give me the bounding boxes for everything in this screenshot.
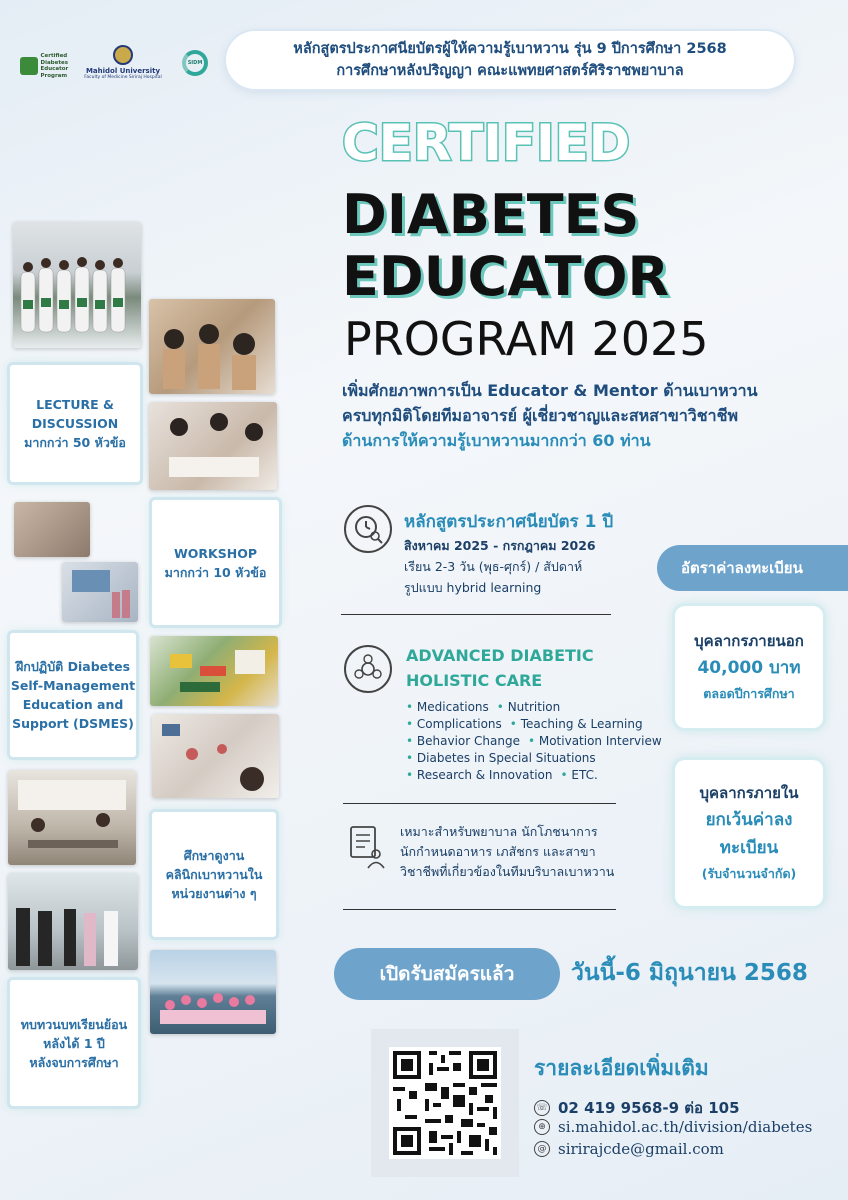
feature-dsmes-card bbox=[10, 633, 136, 757]
mahidol-logo-sub: Faculty of Medicine Siriraj Hospital bbox=[84, 74, 162, 80]
feature-dsmes-line-4: Support (DSMES) bbox=[12, 716, 134, 731]
feature-visit-card bbox=[152, 812, 276, 937]
feature-review-line-3: หลังจบการศึกษา bbox=[29, 1054, 119, 1070]
contact-website-url: si.mahidol.ac.th/division/diabetes bbox=[558, 1118, 813, 1136]
course-schedule: เรียน 2-3 วัน (พุธ-ศุกร์) / สัปดาห์ bbox=[404, 559, 583, 574]
mahidol-seal-icon bbox=[113, 45, 133, 65]
topic-item: • Teaching & Learning bbox=[509, 717, 643, 731]
title-educator: EDUCATOR bbox=[342, 245, 670, 308]
fee-internal-line-1: ยกเว้นค่าลง bbox=[705, 810, 793, 830]
feature-visit-line-1: ศึกษาดูงาน bbox=[183, 848, 245, 863]
fee-internal-note: (รับจำนวนจำกัด) bbox=[701, 866, 797, 881]
feature-lecture-card bbox=[10, 365, 140, 482]
photo-presentation bbox=[62, 562, 138, 622]
topic-item: • Motivation Interview bbox=[527, 734, 662, 748]
topics-row bbox=[406, 733, 662, 750]
cde-logo-text: Certified Diabetes Educator Program bbox=[40, 53, 69, 79]
photo-group-activity bbox=[149, 402, 277, 490]
feature-dsmes-line-3: Education and bbox=[22, 697, 124, 712]
fee-external-title: บุคลากรภายนอก bbox=[694, 632, 804, 650]
topic-item: • Research & Innovation bbox=[406, 768, 553, 782]
photo-lecture-class bbox=[149, 299, 275, 394]
cde-logo bbox=[18, 48, 76, 84]
title-diabetes: DIABETES bbox=[342, 183, 640, 246]
photo-graduates bbox=[13, 222, 141, 348]
sidm-logo-ring: SIDM bbox=[182, 50, 208, 76]
title-certified: CERTIFIED bbox=[342, 114, 631, 172]
intro-line-2: ครบทุกมิติโดยทีมอาจารย์ ผู้เชี่ยวชาญและสหสาขาวิชาชีพ bbox=[342, 406, 739, 425]
photo-study-visit bbox=[8, 873, 138, 970]
divider-1 bbox=[341, 614, 611, 615]
phone-icon: ☏ bbox=[534, 1100, 550, 1116]
topic-item: • Complications bbox=[406, 717, 502, 731]
contact-email-address: sirirajcde@gmail.com bbox=[558, 1140, 724, 1158]
topics-row bbox=[406, 750, 662, 767]
topics-row bbox=[406, 716, 662, 733]
photo-classroom bbox=[8, 770, 136, 865]
mahidol-logo bbox=[82, 40, 164, 84]
email-icon: @ bbox=[534, 1141, 550, 1157]
feature-workshop-line-2: มากกว่า 10 หัวข้อ bbox=[164, 564, 267, 580]
feature-review-card bbox=[10, 980, 138, 1106]
contact-phone[interactable] bbox=[534, 1096, 740, 1120]
feature-visit-line-2: คลินิกเบาหวานใน bbox=[165, 867, 263, 882]
divider-3 bbox=[343, 909, 616, 910]
audience-line-2: นักกำหนดอาหาร เภสัชกร และสาขา bbox=[400, 844, 596, 859]
checklist-person-icon bbox=[343, 824, 389, 870]
topic-item: • Behavior Change bbox=[406, 734, 520, 748]
feature-workshop-line-1: WORKSHOP bbox=[174, 545, 257, 561]
topics-row bbox=[406, 767, 662, 784]
divider-2 bbox=[343, 803, 616, 804]
fee-internal-title: บุคลากรภายใน bbox=[699, 784, 799, 802]
course-dates: สิงหาคม 2025 - กรกฎาคม 2026 bbox=[404, 538, 596, 553]
mahidol-logo-name: Mahidol University bbox=[85, 66, 161, 75]
header-line-1: หลักสูตรประกาศนียบัตรผู้ให้ความรู้เบาหวาน รุ่น 9 ปีการศึกษา 2568 bbox=[293, 41, 727, 57]
sidm-logo bbox=[172, 42, 218, 84]
audience-line-3: วิชาชีพที่เกี่ยวข้องในทีมบริบาลเบาหวาน bbox=[400, 864, 615, 879]
header-line-2: การศึกษาหลังปริญญา คณะแพทยศาสตร์ศิริราชพยาบาล bbox=[336, 63, 684, 79]
intro-text bbox=[342, 378, 842, 453]
contact-website[interactable] bbox=[534, 1118, 812, 1136]
globe-icon: ⊕ bbox=[534, 1119, 550, 1135]
feature-workshop-card bbox=[152, 500, 279, 625]
fee-card-external bbox=[675, 606, 823, 728]
course-title: หลักสูตรประกาศนียบัตร 1 ปี bbox=[404, 512, 614, 532]
photo-food-models bbox=[150, 636, 278, 706]
fee-internal-line-2: ทะเบียน bbox=[719, 838, 779, 858]
feature-review-line-1: ทบทวนบทเรียนย้อน bbox=[20, 1016, 128, 1032]
photo-group-seaside bbox=[150, 950, 276, 1034]
feature-dsmes-line-2: Self-Management bbox=[10, 678, 136, 693]
topic-item: • Nutrition bbox=[496, 700, 561, 714]
feature-dsmes-line-1: ฝึกปฏิบัติ Diabetes bbox=[15, 659, 131, 674]
registration-deadline: วันนี้-6 มิถุนายน 2568 bbox=[571, 960, 808, 986]
feature-lecture-line-2: DISCUSSION bbox=[31, 416, 119, 431]
more-info-title: รายละเอียดเพิ่มเติม bbox=[534, 1056, 709, 1080]
course-format: รูปแบบ hybrid learning bbox=[404, 580, 542, 595]
clock-search-icon bbox=[344, 505, 392, 553]
intro-line-1: เพิ่มศักยภาพการเป็น Educator & Mentor ด้านเบาหวาน bbox=[342, 381, 758, 400]
qr-code-icon[interactable] bbox=[389, 1047, 501, 1159]
fee-external-amount: 40,000 บาท bbox=[697, 658, 801, 678]
audience-line-1: เหมาะสำหรับพยาบาล นักโภชนาการ bbox=[400, 824, 598, 839]
photo-workshop-table bbox=[152, 714, 279, 798]
qr-code-frame[interactable] bbox=[371, 1029, 519, 1177]
care-title-line-2: HOLISTIC CARE bbox=[406, 671, 543, 690]
fee-label: อัตราค่าลงทะเบียน bbox=[657, 545, 848, 591]
cde-logo-mark bbox=[20, 57, 38, 75]
topic-item: • ETC. bbox=[560, 768, 598, 782]
title-program: PROGRAM 2025 bbox=[344, 312, 709, 366]
feature-lecture-line-3: มากกว่า 50 หัวข้อ bbox=[24, 435, 126, 450]
feature-review-line-2: หลังได้ 1 ปี bbox=[43, 1035, 105, 1051]
registration-open-button[interactable]: เปิดรับสมัครแล้ว bbox=[334, 948, 560, 1000]
feature-visit-line-3: หน่วยงานต่าง ๆ bbox=[171, 886, 257, 901]
topic-item: • Diabetes in Special Situations bbox=[406, 751, 596, 765]
holistic-care-icon bbox=[344, 645, 392, 693]
topics-row bbox=[406, 699, 662, 716]
photo-small-group bbox=[14, 502, 90, 557]
contact-email[interactable] bbox=[534, 1140, 724, 1158]
topic-item: • Medications bbox=[406, 700, 489, 714]
fee-external-note: ตลอดปีการศึกษา bbox=[703, 686, 795, 701]
topics-list bbox=[406, 699, 662, 784]
audience-text bbox=[400, 822, 614, 882]
intro-line-3: ด้านการให้ความรู้เบาหวานมากกว่า 60 ท่าน bbox=[342, 431, 651, 450]
header-banner bbox=[226, 31, 794, 89]
care-title bbox=[406, 643, 594, 693]
contact-phone-number: 02 419 9568-9 ต่อ 105 bbox=[558, 1099, 740, 1117]
feature-lecture-line-1: LECTURE & bbox=[36, 397, 114, 412]
fee-card-internal bbox=[675, 760, 823, 906]
care-title-line-1: ADVANCED DIABETIC bbox=[406, 646, 594, 665]
